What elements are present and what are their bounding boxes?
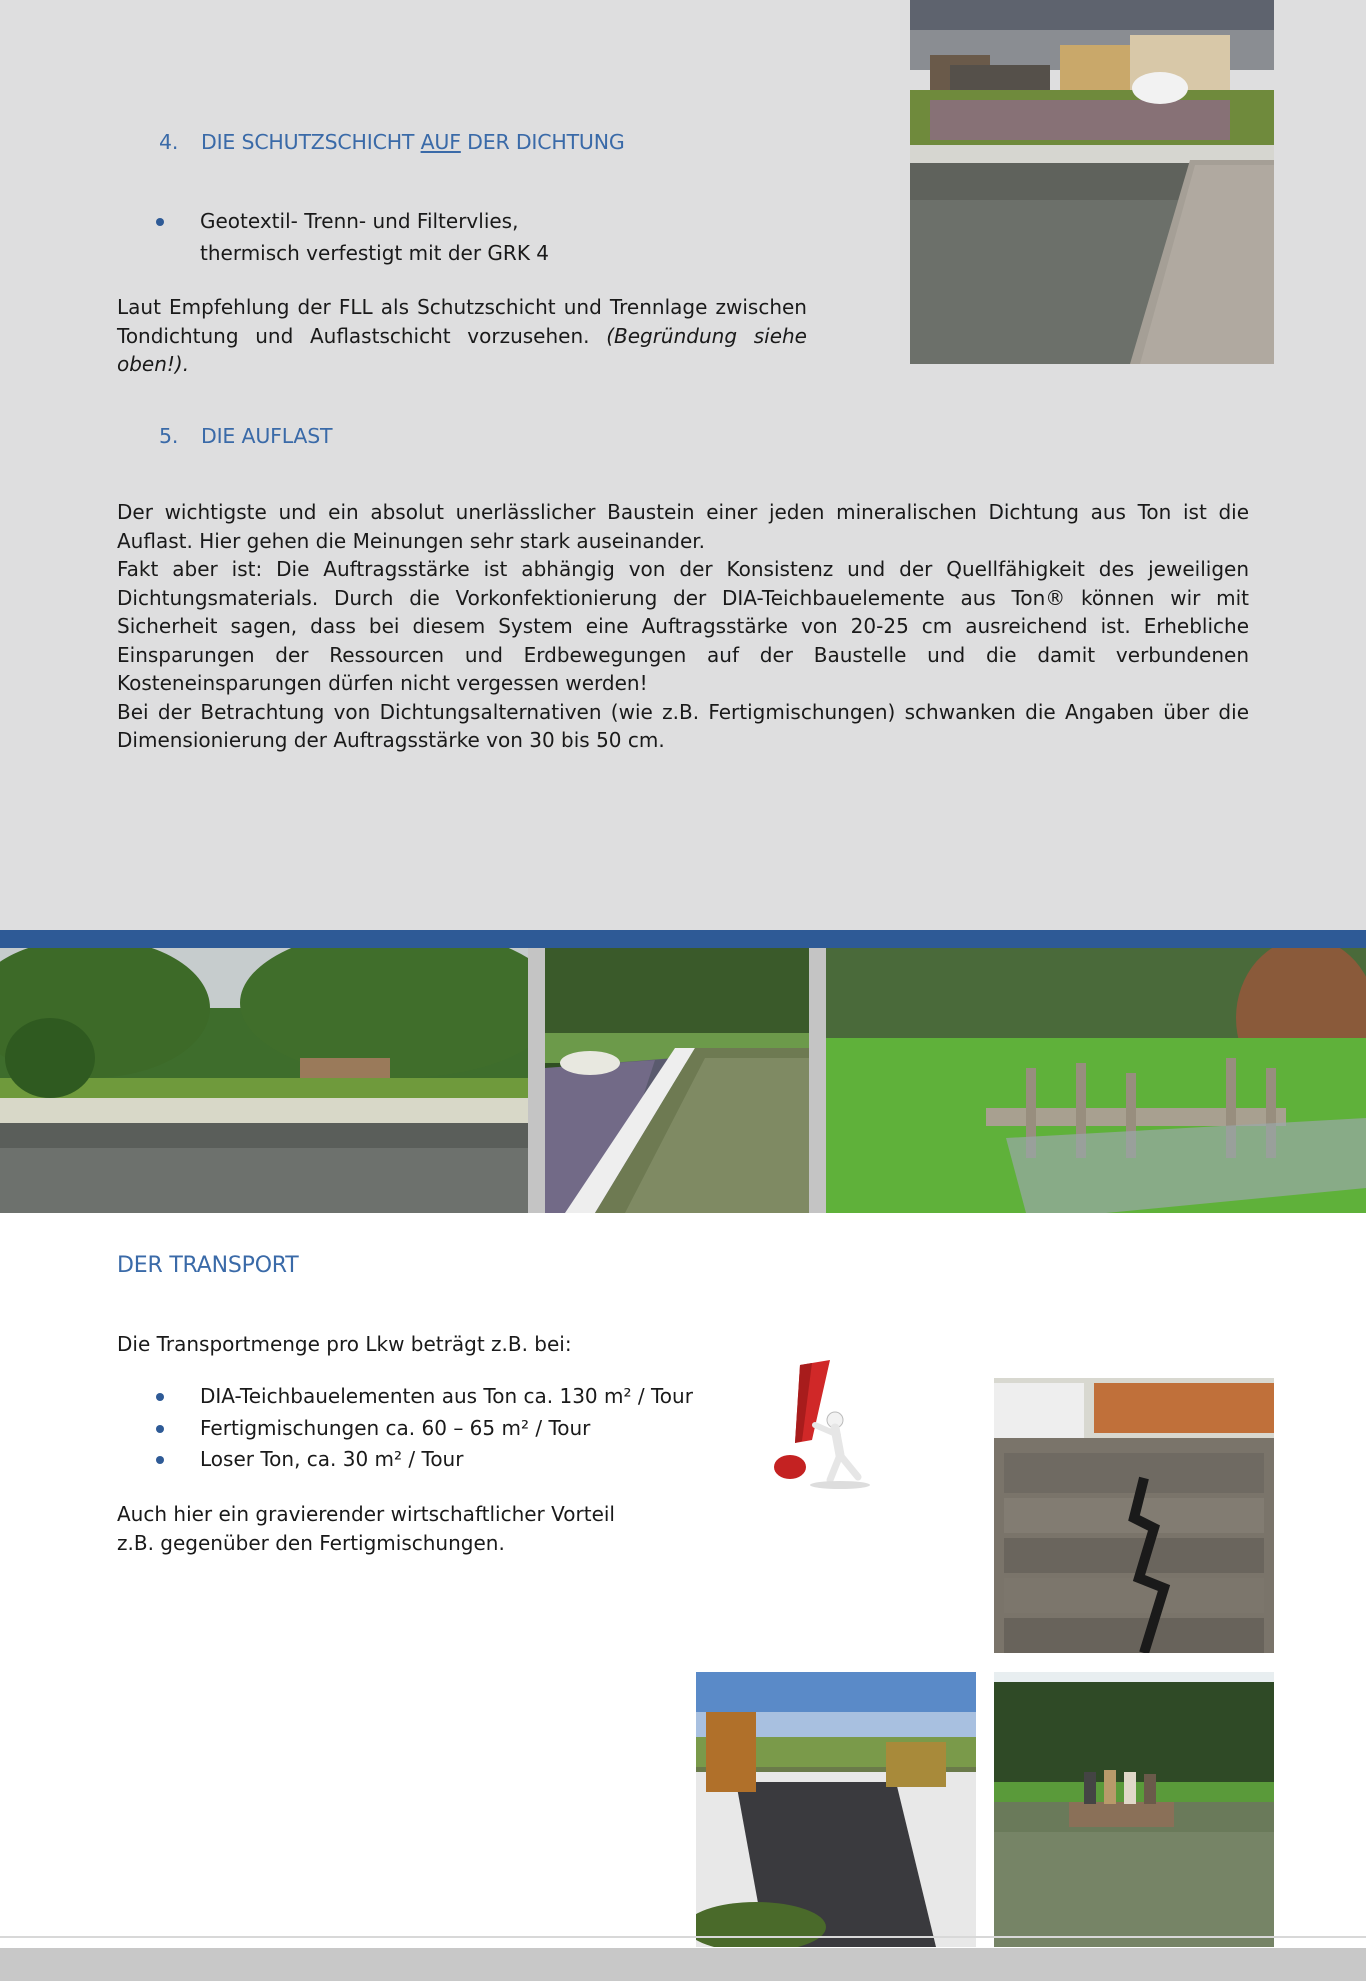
blue-divider-stripe [0, 930, 1366, 948]
playground-stream-photo [826, 948, 1366, 1213]
footer-bar [0, 1948, 1366, 1981]
clay-elements-stack-photo [994, 1378, 1274, 1653]
section-4-title-post: DER DICHTUNG [460, 130, 625, 154]
transport-heading: DER TRANSPORT [117, 1253, 299, 1278]
section-5-body [117, 498, 1249, 755]
section-5-title: DIE AUFLAST [201, 424, 333, 448]
section-4-number: 4. [159, 130, 179, 154]
transport-list [117, 1381, 757, 1476]
pond-with-jetty-photo [910, 0, 1274, 364]
photo-strip-gap [528, 948, 545, 1213]
section-5-paragraph-3: Bei der Betrachtung von Dichtungsalternativen (wie z.B. Fertigmischungen) schwanken die Angaben über die Dimensionierung der Auftragsstärke von 30 bis 50 cm. [117, 699, 1249, 752]
section-4-heading [159, 128, 625, 157]
section-5-number: 5. [159, 424, 179, 448]
transport-outro-line1: Auch hier ein gravierender wirtschaftlicher Vorteil [117, 1502, 615, 1526]
section-4-paragraph-italic: (Begründung siehe oben!). [117, 323, 807, 376]
transport-intro: Die Transportmenge pro Lkw beträgt z.B. bei: [117, 1332, 572, 1356]
section-5-paragraph-1: Der wichtigste und ein absolut unerlässlicher Baustein einer jeden mineralischen Dichtung aus Ton ist die Auflast. Hier gehen die Meinungen sehr stark auseinander. [117, 500, 1249, 553]
section-4-paragraph [117, 293, 807, 379]
list-item: Loser Ton, ca. 30 m² / Tour [117, 1444, 757, 1476]
water-channel-photo [545, 948, 809, 1213]
section-4-bullet-line1: Geotextil- Trenn- und Filtervlies, [200, 209, 519, 233]
section-4-paragraph-main: Laut Empfehlung der FLL als Schutzschicht und Trennlage zwischen Tondichtung und Auflastschicht vorzusehen. [117, 295, 807, 348]
transport-outro-line2: z.B. gegenüber den Fertigmischungen. [117, 1530, 505, 1555]
footer-line [0, 1936, 1366, 1938]
section-5-heading [159, 422, 332, 451]
exclamation-figure-illustration [760, 1355, 880, 1495]
pond-raft-photo [994, 1672, 1274, 1947]
section-5-paragraph-2: Fakt aber ist: Die Auftragsstärke ist abhängig von der Konsistenz und der Quellfähigkeit des jeweiligen Dichtungsmaterials. Durch die Vorkonfektionierung der DIA-Teichbauelemente aus Ton® können wir mit Sicherheit sagen, dass bei diesem System eine Auftragsstärke von 20-25 cm ausreichend ist. Erhebliche Einsparungen der Ressourcen und Erdbewegungen auf der Baustelle und die damit verbundenen Kosteneinsparungen dürfen nicht vergessen werden! [117, 557, 1249, 695]
list-item [117, 206, 817, 269]
section-4-title-underlined: AUF [420, 130, 461, 154]
photo-strip-gap [809, 948, 826, 1213]
transport-outro [117, 1500, 615, 1557]
natural-pond-landscape-photo [0, 948, 528, 1213]
list-item: Fertigmischungen ca. 60 – 65 m² / Tour [117, 1413, 757, 1445]
list-item: DIA-Teichbauelementen aus Ton ca. 130 m² / Tour [117, 1381, 757, 1413]
section-4-bullet-line2: thermisch verfestigt mit der GRK 4 [200, 240, 550, 265]
section-4-title-pre: DIE SCHUTZSCHICHT [201, 130, 421, 154]
section-4-bullet-list [117, 206, 817, 269]
construction-site-photo [696, 1672, 976, 1947]
